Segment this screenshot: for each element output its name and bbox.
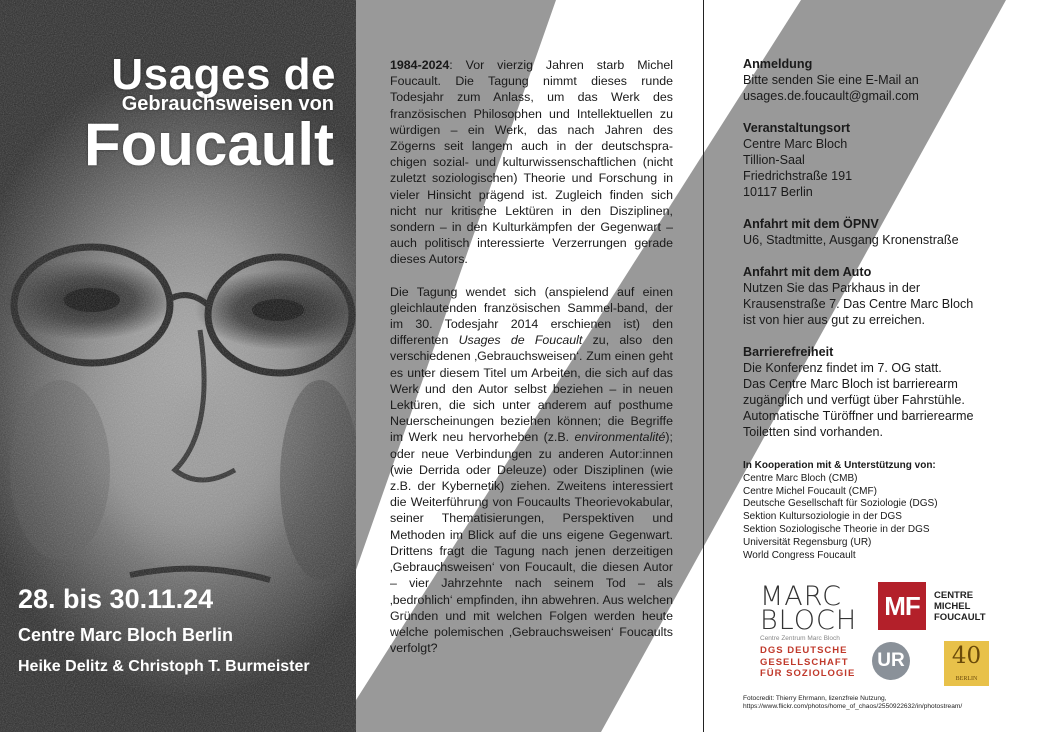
car-line: Nutzen Sie das Parkhaus in der xyxy=(743,281,921,295)
wcf-sub: BERLIN xyxy=(955,676,978,682)
event-venue: Centre Marc Bloch Berlin xyxy=(18,625,234,645)
registration-text: Bitte senden Sie eine E-Mail an xyxy=(743,73,919,87)
partner-item: World Congress Foucault xyxy=(743,549,856,561)
title-line-2: Gebrauchsweisen von xyxy=(121,93,334,115)
partner-item: Centre Marc Bloch (CMB) xyxy=(743,472,858,484)
registration-email[interactable]: usages.de.foucault@gmail.com xyxy=(743,89,919,103)
ur-mark: UR xyxy=(872,642,910,680)
accessibility-line: Die Konferenz findet im 7. OG statt. xyxy=(743,361,942,375)
wcf-mark: 40 xyxy=(951,643,982,669)
location-section xyxy=(743,120,1033,200)
intro-paragraph-2 xyxy=(390,284,673,657)
intro-text xyxy=(390,57,673,672)
title-line-1: Usages de xyxy=(111,50,336,99)
cmf-mark: MF xyxy=(878,582,926,630)
car-line: Krausenstraße 7. Das Centre Marc Bloch xyxy=(743,297,974,311)
partner-item: Sektion Soziologische Theorie in der DGS xyxy=(743,523,930,535)
title-line-3: Foucault xyxy=(84,111,334,178)
cooperation-heading: In Kooperation mit & Unterstützung von: xyxy=(743,460,936,471)
photo-credit-url[interactable]: https://www.flickr.com/photos/home_of_chaos/2550922632/in/photostream/ xyxy=(743,703,963,711)
registration-heading: Anmeldung xyxy=(743,57,813,71)
cmf-text-line: CENTRE xyxy=(934,590,974,601)
cmf-text-line: MICHEL xyxy=(934,601,971,612)
car-section xyxy=(743,264,1033,328)
transit-line: U6, Stadtmitte, Ausgang Kronenstraße xyxy=(743,233,959,247)
partner-item: Sektion Kultursoziologie in der DGS xyxy=(743,511,902,523)
marc-bloch-logo-line2: BLOCH xyxy=(760,605,858,636)
partner-item: Centre Michel Foucault (CMF) xyxy=(743,485,877,497)
intro-p2-part-a: Die Tagung wendet sich (anspielend auf einen gleichlautenden französischen Sammel-band, der im 30. Todesjahr 2014 erschienen ist) den differenten xyxy=(390,284,673,348)
location-line: 10117 Berlin xyxy=(743,185,813,199)
dgs-logo-line: GESELLSCHAFT xyxy=(760,656,849,668)
universitaet-regensburg-logo xyxy=(870,640,922,684)
intro-p1-text: : Vor vierzig Jahren starb Michel Foucault. Die Tagung nimmt dieses runde Todesjahr zum Anlass, um das Werk des französischen Philosophen und Intellektuellen zu würdigen – ein Werk, das nach Jahren des Zögerns seit langem auch in der deutschsprachigen sozial- und kulturwissenschaftlichen (nicht zuletzt soziologischen) Theorie und Forschung in vieler Hinsicht prägend ist. Zugleich finden sich nicht nur kritische Lektüren in den Disziplinen, sondern – in den Kulturkämpfen der Gegenwart – auch politisch interessierte Verzerrungen gerade dieses Autors. xyxy=(390,58,673,267)
photo-credit xyxy=(743,695,1043,712)
location-heading: Veranstaltungsort xyxy=(743,121,851,135)
transit-heading: Anfahrt mit dem ÖPNV xyxy=(743,217,879,231)
intro-p2-italic-title: Usages de Foucault xyxy=(458,333,583,348)
location-line: Friedrichstraße 191 xyxy=(743,169,853,183)
marc-bloch-logo-sub: Centre Zentrum Marc Bloch xyxy=(760,635,840,642)
intro-p2-part-b: zu, also den verschiedenen ‚Gebrauchsweisen‘. Zum einen geht es unter diesem Titel um Arbeiten, die sich auf das Werk und den Autor selbst beziehen – in neuen Lektüren, die sich unter anderem auf posthume Neuerscheinungen beziehen können; die Begriffe im Werk neu hervorheben (z.B. xyxy=(390,333,674,445)
accessibility-line: Das Centre Marc Bloch ist barrierearm xyxy=(743,377,958,391)
event-date: 28. bis 30.11.24 xyxy=(18,584,214,614)
cover-panel xyxy=(0,0,356,732)
dgs-logo-line: DGS DEUTSCHE xyxy=(760,645,848,656)
intro-lead: 1984-2024 xyxy=(390,58,450,72)
world-congress-foucault-logo xyxy=(944,641,989,686)
accessibility-section xyxy=(743,344,1033,440)
transit-section xyxy=(743,216,1033,248)
event-organizers: Heike Delitz & Christoph T. Burmeister xyxy=(18,658,310,675)
cooperation-section xyxy=(743,460,1023,562)
partner-item: Deutsche Gesellschaft für Soziologie (DGS) xyxy=(743,498,938,510)
car-line: ist von hier aus gut zu erreichen. xyxy=(743,313,926,327)
centre-michel-foucault-logo xyxy=(878,582,1028,634)
accessibility-heading: Barrierefreiheit xyxy=(743,345,834,359)
partner-item: Universität Regensburg (UR) xyxy=(743,536,872,548)
intro-p2-part-c: ); oder neue Verbindungen zu anderen Autor:innen (wie Derrida oder Deleuze) oder Disziplinen (wie z.B. der Kybernetik) ziehen. Zweitens interessiert die Weiterführung von Foucaults Theorievokabular, seiner Thematisierungen, Perspektiven und Methoden im Blick auf die uns eigene Gegenwart. Drittens fragt die Tagung nach jenen derzeitigen ‚Gebrauchsweisen‘ von Foucault, die diesen Autor – vier Jahrzehnte nach seinem Tod – als ‚bedrohlich‘ empfinden, ihn abwehren. Aus welchen Gründen und mit welchen Folgen werden heute welche polemischen ‚Gebrauchsweisen‘ Foucaults verfolgt? xyxy=(390,430,673,656)
cmf-text xyxy=(934,590,986,623)
accessibility-line: Automatische Türöffner und barrierearme xyxy=(743,409,974,423)
photo-credit-line: Fotocredit: Thierry Ehrmann, lizenzfreie Nutzung, xyxy=(743,695,887,702)
dgs-logo-line: FÜR SOZIOLOGIE xyxy=(760,668,856,679)
location-line: Centre Marc Bloch xyxy=(743,137,848,151)
accessibility-line: zugänglich und verfügt über Fahrstühle. xyxy=(743,393,965,407)
registration-section xyxy=(743,56,1033,104)
marc-bloch-logo xyxy=(760,581,858,645)
info-column xyxy=(743,56,1033,456)
intro-paragraph-1 xyxy=(390,57,673,268)
accessibility-line: Toiletten sind vorhanden. xyxy=(743,425,884,439)
cmf-text-line: FOUCAULT xyxy=(934,612,986,623)
location-line: Tillion-Saal xyxy=(743,153,805,167)
car-heading: Anfahrt mit dem Auto xyxy=(743,265,872,279)
intro-p2-italic-term: environmentalité xyxy=(574,430,666,445)
marc-bloch-logo-line1: MARC xyxy=(760,581,843,612)
column-divider xyxy=(703,0,704,732)
